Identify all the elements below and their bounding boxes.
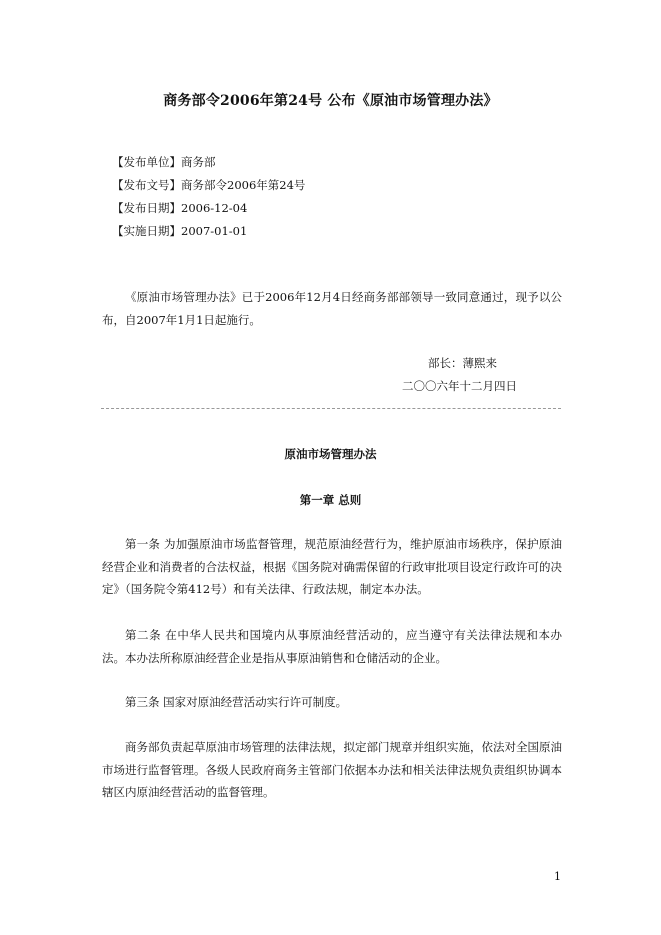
article-1: 第一条 为加强原油市场监督管理，规范原油经营行为，维护原油市场秩序，保护原油经营企业和消费者的合法权益，根据《国务院对确需保留的行政审批项目设定行政许可的决定》（国务院令第412号）和有关法律、行政法规，制定本办法。 bbox=[102, 537, 562, 596]
meta-doc-number: 【发布文号】商务部令2006年第24号 bbox=[112, 178, 306, 192]
page-number: 1 bbox=[554, 870, 561, 883]
law-title: 原油市场管理办法 bbox=[284, 447, 377, 461]
section-divider bbox=[101, 408, 561, 409]
chapter-title: 第一章 总则 bbox=[299, 493, 362, 507]
article-3-detail: 商务部负责起草原油市场管理的法律法规，拟定部门规章并组织实施，依法对全国原油市场进行监督管理。各级人民政府商务主管部门依据本办法和相关法律法规负责组织协调本辖区内原油经营活动的监督管理。 bbox=[102, 740, 562, 799]
signer: 部长：薄熙来 bbox=[428, 356, 497, 370]
article-2: 第二条 在中华人民共和国境内从事原油经营活动的，应当遵守有关法律法规和本办法。本办法所称原油经营企业是指从事原油销售和仓储活动的企业。 bbox=[102, 628, 562, 665]
meta-publisher: 【发布单位】商务部 bbox=[112, 155, 216, 169]
announcement-paragraph: 《原油市场管理办法》已于2006年12月4日经商务部部领导一致同意通过，现予以公布，自2007年1月1日起施行。 bbox=[102, 290, 562, 327]
meta-effective-date: 【实施日期】2007-01-01 bbox=[112, 224, 248, 238]
article-3: 第三条 国家对原油经营活动实行许可制度。 bbox=[125, 695, 348, 709]
meta-publish-date: 【发布日期】2006-12-04 bbox=[112, 201, 248, 215]
document-title: 商务部令2006年第24号 公布《原油市场管理办法》 bbox=[163, 93, 498, 109]
sign-date: 二〇〇六年十二月四日 bbox=[402, 379, 517, 393]
